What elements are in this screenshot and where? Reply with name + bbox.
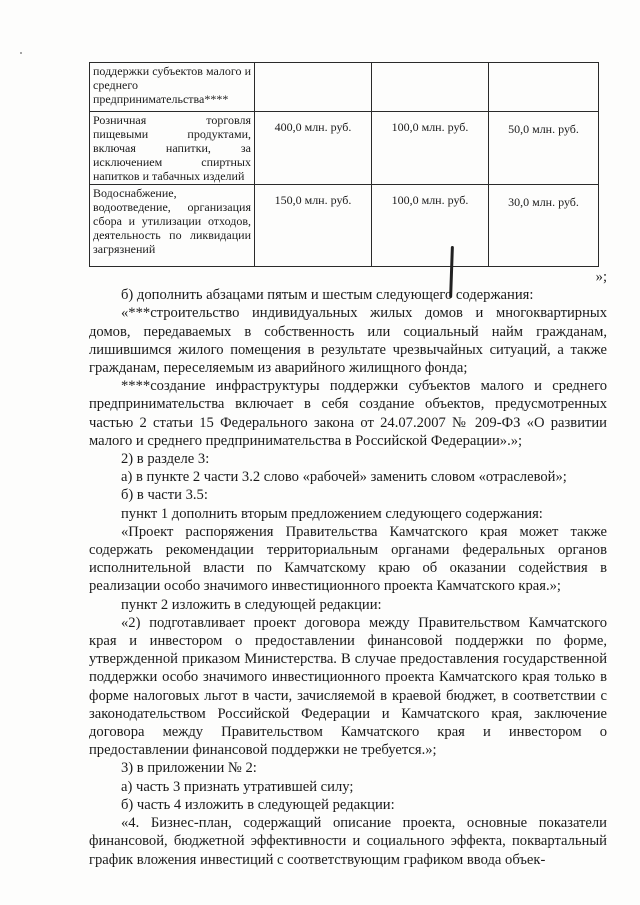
table-cell-activity: Розничная торговля пищевыми продуктами, включая напитки, за исключением спиртных напитков и табачных изделий — [90, 112, 255, 185]
table-row — [90, 63, 599, 112]
paragraph: «***строительство индивидуальных жилых домов и многоквартирных домов, передаваемых в собственность или социальный найм гражданам, лишившимся жилого помещения в результате чрезвычайных ситуаций, а также гражданам, переселяемым из аварийного жилищного фонда; — [89, 305, 607, 377]
paragraph: 2) в разделе 3: — [121, 451, 210, 468]
table-cell-activity: Водоснабжение, водоотведение, организация сбора и утилизации отходов, деятельность по ликвидации загрязнений — [90, 185, 255, 267]
paragraph: «Проект распоряжения Правительства Камчатского края может также содержать рекомендации территориальным органами федеральных органов исполнительной власти по Камчатскому краю об оказании содействия в реализации особо значимого инвестиционного проекта Камчатского края.»; — [89, 523, 607, 595]
table-cell-value — [372, 63, 489, 112]
paragraph: 3) в приложении № 2: — [121, 760, 257, 777]
table-row — [90, 185, 599, 267]
table-cell-value: 50,0 млн. руб. — [489, 112, 599, 185]
table-cell-value: 150,0 млн. руб. — [255, 185, 372, 267]
paragraph: а) в пункте 2 части 3.2 слово «рабочей» заменить словом «отраслевой»; — [121, 469, 567, 486]
paragraph: «4. Бизнес-план, содержащий описание проекта, основные показатели финансовой, бюджетной эффективности и социального эффекта, поквартальный график вложения инвестиций с соответствующим графиком ввода объек- — [89, 815, 607, 868]
scan-speck — [20, 52, 22, 54]
document-body — [89, 268, 607, 869]
table-row — [90, 112, 599, 185]
table-cell-value: 400,0 млн. руб. — [255, 112, 372, 185]
paragraph: пункт 2 изложить в следующей редакции: — [121, 596, 382, 613]
table-cell-value: 100,0 млн. руб. — [372, 185, 489, 267]
table-cell-value: 30,0 млн. руб. — [489, 185, 599, 267]
paragraph: б) часть 4 изложить в следующей редакции: — [121, 796, 395, 813]
table-cell-value — [489, 63, 599, 112]
closing-quote: »; — [595, 269, 607, 285]
paragraph: пункт 1 дополнить вторым предложением следующего содержания: — [121, 505, 543, 522]
paragraph: б) в части 3.5: — [121, 487, 208, 504]
paragraph: а) часть 3 признать утратившей силу; — [121, 778, 354, 795]
table-cell-activity: поддержки субъектов малого и среднего предпринимательства**** — [90, 63, 255, 112]
paragraph: «2) подготавливает проект договора между Правительством Камчатского края и инвестором о предоставлении финансовой поддержки по форме, утвержденной приказом Министерства. В случае предоставления государственной поддержки особо значимого инвестиционного проекта Камчатского края только в форме налоговых льгот в части, зачисляемой в краевой бюджет, в соответствии с законодательством Российской Федерации и Камчатского края, заключение договора между Правительством Камчатского края и инвестором о предоставлении финансовой поддержки не требуется.»; — [89, 614, 607, 759]
paragraph: ****создание инфраструктуры поддержки субъектов малого и среднего предпринимательства включает в себя создание объектов, предусмотренных частью 2 статьи 15 Федерального закона от 24.07.2007 № 209-ФЗ «О развитии малого и среднего предпринимательства в Российской Федерации».»; — [89, 378, 607, 449]
table-cell-value: 100,0 млн. руб. — [372, 112, 489, 185]
table-cell-value — [255, 63, 372, 112]
activity-limits-table — [89, 62, 599, 267]
paragraph: б) дополнить абзацами пятым и шестым следующего содержания: — [121, 287, 534, 304]
